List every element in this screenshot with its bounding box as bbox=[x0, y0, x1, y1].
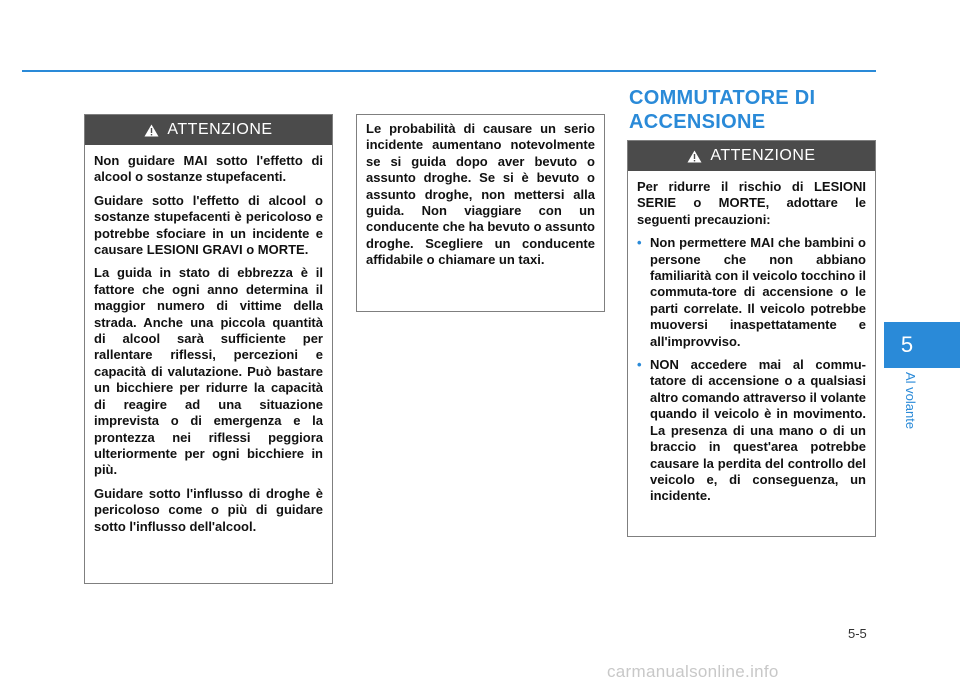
list-item-text: NON accedere mai al commu-tatore di accensione o a qualsiasi altro comando attraverso il volante quando il veicolo è in movimento. La presenza di una mano o di un braccio in quest'area potrebbe causare la perdita del controllo del veicolo e, di conseguenza, un incidente. bbox=[650, 357, 867, 504]
warning-header bbox=[628, 141, 875, 171]
bullet-icon: • bbox=[637, 357, 642, 373]
page-number: 5-5 bbox=[848, 626, 867, 641]
section-title-line: COMMUTATORE DI bbox=[629, 87, 816, 109]
paragraph: Guidare sotto l'influsso di droghe è pericoloso come o più di guidare sotto l'influsso dell'alcool. bbox=[94, 485, 323, 534]
continued-warning-box bbox=[356, 114, 605, 312]
bullet-icon: • bbox=[637, 235, 642, 251]
warning-body bbox=[628, 171, 875, 515]
warning-heading: ATTENZIONE bbox=[710, 147, 816, 164]
paragraph: Le probabilità di causare un serio incidente aumentano notevolmente se si guida dopo aver bevuto o assunto droghe. Se si è bevuto o assunto droghe, non mettersi alla guida. Non viaggiare con un conducente che ha bevuto o assunto droghe. Scegliere un conducente affidabile o chiamare un taxi. bbox=[366, 121, 595, 268]
warning-body bbox=[357, 115, 604, 279]
warning-triangle-icon bbox=[687, 150, 702, 163]
precautions-list bbox=[637, 235, 866, 505]
intro-paragraph: Per ridurre il rischio di LESIONI SERIE o MORTE, adottare le seguenti precauzioni: bbox=[637, 179, 866, 227]
warning-triangle-icon bbox=[144, 124, 159, 137]
warning-box-ignition bbox=[627, 140, 876, 537]
watermark: carmanualsonline.info bbox=[607, 662, 779, 681]
list-item-text: Non permettere MAI che bambini o persone che non abbiano familiarità con il veicolo tocchino il commuta-tore di accensione o le parti correlate. Il veicolo potrebbe muoversi inaspettatamente e all'improvviso. bbox=[650, 235, 866, 349]
chapter-tab bbox=[884, 322, 960, 368]
paragraph: La guida in stato di ebbrezza è il fattore che ogni anno determina il maggior numero di vittime della strada. Anche una piccola quantità di alcool sarà sufficiente per rallentare riflessi, percezioni e capacità di valutazione. Può bastare un bicchiere per ridurre la capacità di reagire ad una situazione imprevista o di emergenza e la prontezza nei riflessi peggiora ulteriormente per ogni bicchiere in più. bbox=[94, 265, 323, 478]
section-title-line: ACCENSIONE bbox=[629, 111, 766, 133]
warning-heading: ATTENZIONE bbox=[167, 121, 273, 138]
chapter-number: 5 bbox=[900, 332, 914, 357]
list-item bbox=[637, 357, 866, 505]
warning-header bbox=[85, 115, 332, 145]
paragraph: Non guidare MAI sotto l'effetto di alcool o sostanze stupefacenti. bbox=[94, 153, 323, 185]
warning-box-alcohol bbox=[84, 114, 333, 584]
chapter-label: Al volante bbox=[903, 372, 918, 430]
section-title bbox=[629, 86, 869, 134]
list-item bbox=[637, 235, 866, 350]
top-rule bbox=[22, 70, 876, 72]
warning-body bbox=[85, 145, 332, 545]
paragraph: Guidare sotto l'effetto di alcool o sostanze stupefacenti è pericoloso e potrebbe sfociare in un incidente e causare LESIONI GRAVI o MORTE. bbox=[94, 192, 323, 258]
